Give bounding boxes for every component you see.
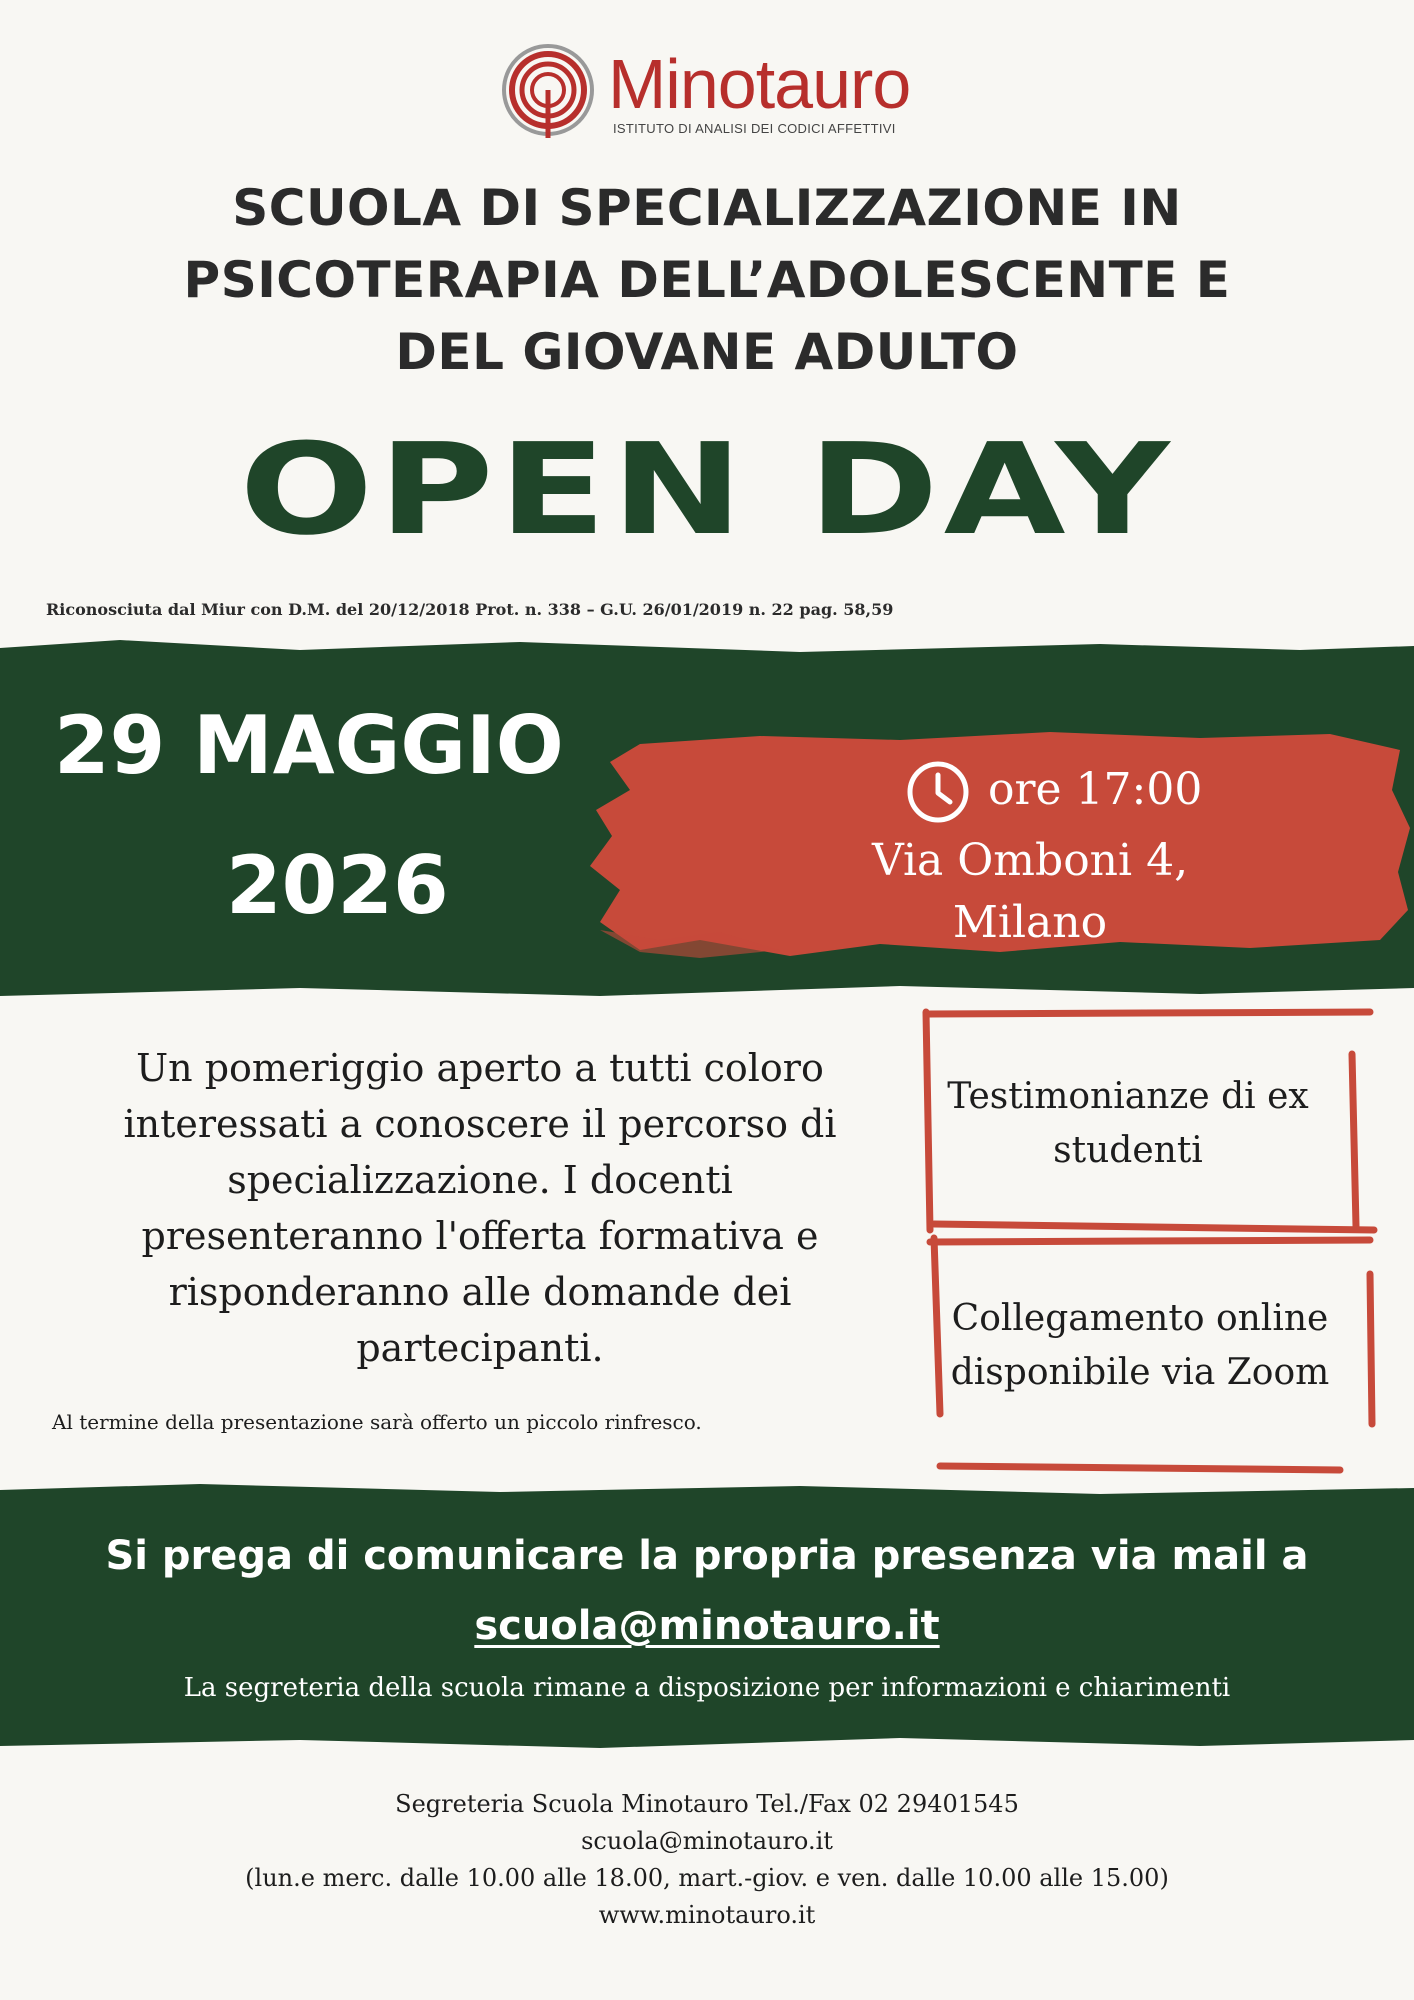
description-line: interessati a conoscere il percorso di	[123, 1102, 837, 1146]
event-time: ore 17:00	[988, 764, 1203, 815]
school-title-line: DEL GIOVANE ADULTO	[395, 323, 1019, 381]
school-title-line: SCUOLA DI SPECIALIZZAZIONE IN	[232, 179, 1182, 237]
school-title	[60, 172, 1354, 388]
description-line: partecipanti.	[356, 1326, 604, 1370]
description-line: Un pomeriggio aperto a tutti coloro	[136, 1046, 824, 1090]
footer-hours: (lun.e merc. dalle 10.00 alle 18.00, mart.-giov. e ven. dalle 10.00 alle 15.00)	[245, 1864, 1169, 1892]
box1-line: Testimonianze di ex	[947, 1076, 1309, 1117]
office-note: La segreteria della scuola rimane a disposizione per informazioni e chiarimenti	[183, 1673, 1231, 1703]
footer-phone: Segreteria Scuola Minotauro Tel./Fax 02 29401545	[395, 1790, 1019, 1818]
address-street: Via Omboni 4,	[871, 835, 1189, 886]
event-description	[80, 1040, 880, 1376]
refreshment-note: Al termine della presentazione sarà offerto un piccolo rinfresco.	[52, 1410, 702, 1434]
description-line: specializzazione. I docenti	[227, 1158, 733, 1202]
rsvp-email-row	[0, 1598, 1414, 1654]
testimonials-box	[918, 1070, 1338, 1178]
box2-line: disponibile via Zoom	[950, 1352, 1330, 1393]
footer-website[interactable]: www.minotauro.it	[598, 1901, 816, 1929]
footer-email[interactable]: scuola@minotauro.it	[581, 1827, 833, 1855]
box2-line: Collegamento online	[951, 1298, 1329, 1339]
event-date-day-month: 29 MAGGIO	[54, 699, 564, 792]
event-title: OPEN DAY	[239, 416, 1175, 563]
footer-contacts	[0, 1786, 1414, 1934]
brand-name: Minotauro	[608, 45, 911, 123]
event-address	[800, 830, 1260, 954]
clock-icon	[904, 758, 972, 826]
description-line: risponderanno alle domande dei	[168, 1270, 792, 1314]
rsvp-email-link[interactable]: scuola@minotauro.it	[474, 1603, 940, 1649]
school-title-line: PSICOTERAPIA DELL’ADOLESCENTE E	[183, 251, 1231, 309]
box1-line: studenti	[1053, 1130, 1203, 1171]
address-city: Milano	[952, 897, 1108, 948]
event-date-year: 2026	[226, 839, 449, 932]
rsvp-request: Si prega di comunicare la propria presenza via mail a	[105, 1533, 1309, 1579]
zoom-box	[930, 1292, 1350, 1400]
recognition-note: Riconosciuta dal Miur con D.M. del 20/12/2018 Prot. n. 338 – G.U. 26/01/2019 n. 22 pag. 58,59	[46, 600, 894, 619]
description-line: presenteranno l'offerta formativa e	[141, 1214, 819, 1258]
brand-tagline: ISTITUTO DI ANALISI DEI CODICI AFFETTIVI	[613, 121, 896, 136]
